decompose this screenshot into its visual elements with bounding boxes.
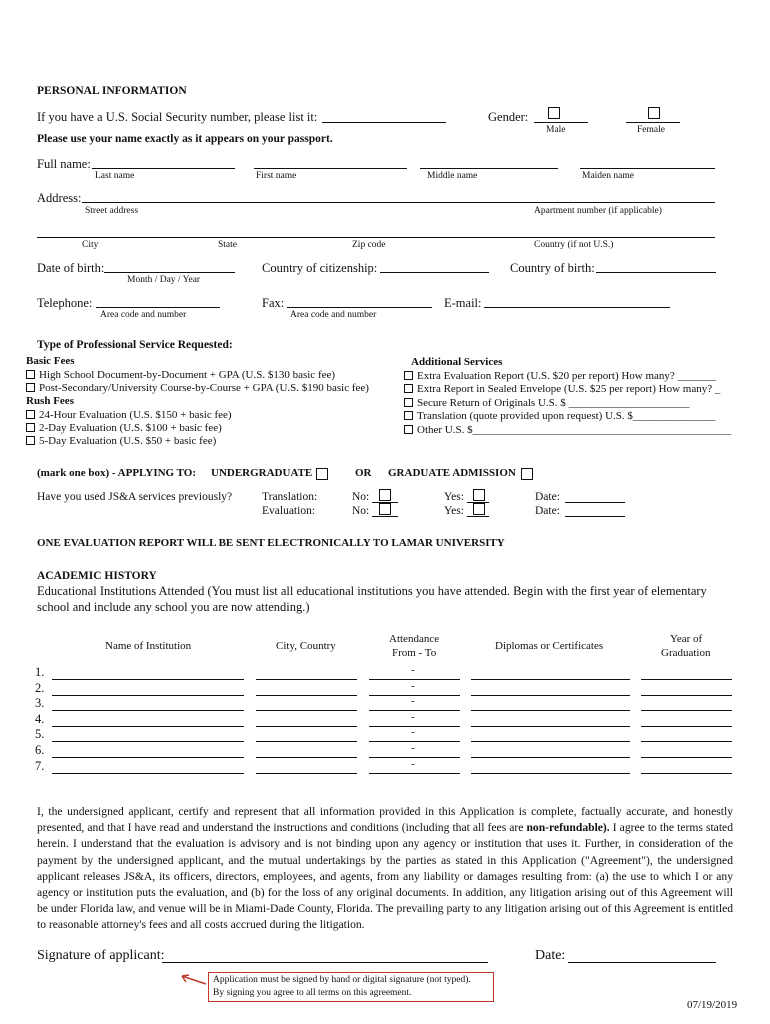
evaluation-yes-checkbox[interactable] xyxy=(473,503,485,515)
zip-caption: Zip code xyxy=(352,240,386,250)
or-label: OR xyxy=(355,467,372,479)
graduation-year-field[interactable] xyxy=(641,773,732,774)
graduate-label: GRADUATE ADMISSION xyxy=(388,467,516,479)
additional-heading: Additional Services xyxy=(411,356,503,368)
diploma-field[interactable] xyxy=(471,741,630,742)
row-number: 3. xyxy=(35,696,45,711)
rush-fee-option[interactable]: 24-Hour Evaluation (U.S. $150 + basic fee) xyxy=(26,409,232,421)
additional-option[interactable]: Other U.S. $_______________________________________________ xyxy=(404,424,731,436)
checkbox-icon[interactable] xyxy=(26,383,35,392)
city-country-field[interactable] xyxy=(256,695,357,696)
fullname-label: Full name: xyxy=(37,157,91,171)
male-caption: Male xyxy=(546,125,566,135)
email-label: E-mail: xyxy=(444,296,482,310)
col-attendance: Attendance xyxy=(389,633,440,645)
signature-date-label: Date: xyxy=(535,948,566,963)
city-country-field[interactable] xyxy=(256,741,357,742)
maiden-name-field[interactable] xyxy=(580,168,715,169)
evaluation-label: Evaluation: xyxy=(262,505,316,517)
institution-field[interactable] xyxy=(52,741,244,742)
city-country-field[interactable] xyxy=(256,773,357,774)
birth-country-field[interactable] xyxy=(596,272,716,273)
graduation-year-field[interactable] xyxy=(641,757,732,758)
col-city-country: City, Country xyxy=(276,640,336,652)
institution-field[interactable] xyxy=(52,679,244,680)
passport-note: Please use your name exactly as it appears on your passport. xyxy=(37,133,333,145)
attendance-field[interactable] xyxy=(369,773,460,774)
checkbox-icon[interactable] xyxy=(404,425,413,434)
row-number: 5. xyxy=(35,727,45,742)
footer-date: 07/19/2019 xyxy=(687,999,738,1011)
evaluation-yes-line xyxy=(467,516,489,517)
additional-option[interactable]: Secure Return of Originals U.S. $ ______________________ xyxy=(404,397,690,409)
city-country-field[interactable] xyxy=(256,679,357,680)
col-attendance-range: From - To xyxy=(392,647,437,659)
apartment-caption: Apartment number (if applicable) xyxy=(534,206,662,216)
one-report-notice: ONE EVALUATION REPORT WILL BE SENT ELECTRONICALLY TO LAMAR UNIVERSITY xyxy=(37,537,505,549)
female-checkbox[interactable] xyxy=(648,107,660,119)
diploma-field[interactable] xyxy=(471,710,630,711)
basic-fee-option[interactable]: High School Document-by-Document + GPA (U.S. $130 basic fee) xyxy=(26,369,335,381)
dob-label: Date of birth: xyxy=(37,261,105,275)
last-name-caption: Last name xyxy=(95,171,135,181)
col-year: Year of xyxy=(670,633,703,645)
additional-option[interactable]: Extra Report in Sealed Envelope (U.S. $25 per report) How many? _ xyxy=(404,383,720,395)
translation-label: Translation: xyxy=(262,491,318,503)
birth-country-label: Country of birth: xyxy=(510,261,595,275)
graduate-checkbox[interactable] xyxy=(521,468,533,480)
fax-caption: Area code and number xyxy=(290,310,377,320)
evaluation-date-label: Date: xyxy=(535,505,560,517)
citizenship-label: Country of citizenship: xyxy=(262,261,378,275)
attendance-dash: - xyxy=(411,757,415,770)
institution-field[interactable] xyxy=(52,710,244,711)
dob-field[interactable] xyxy=(104,272,235,273)
maiden-name-caption: Maiden name xyxy=(582,171,634,181)
telephone-label: Telephone: xyxy=(37,296,93,310)
female-line xyxy=(626,122,680,123)
diploma-field[interactable] xyxy=(471,726,630,727)
row-number: 4. xyxy=(35,711,45,726)
row-number: 7. xyxy=(35,758,45,773)
ssn-field[interactable] xyxy=(322,122,446,123)
translation-yes-checkbox[interactable] xyxy=(473,489,485,501)
city-country-field[interactable] xyxy=(256,757,357,758)
graduation-year-field[interactable] xyxy=(641,695,732,696)
middle-name-caption: Middle name xyxy=(427,171,478,181)
email-field[interactable] xyxy=(484,307,670,308)
attendance-dash: - xyxy=(411,726,415,739)
row-number: 6. xyxy=(35,743,45,757)
fax-label: Fax: xyxy=(262,296,285,310)
translation-no-checkbox[interactable] xyxy=(379,489,391,501)
diploma-field[interactable] xyxy=(471,757,630,758)
female-caption: Female xyxy=(637,125,665,135)
basic-fees-heading: Basic Fees xyxy=(26,355,75,367)
checkbox-icon[interactable] xyxy=(404,398,413,407)
basic-fee-option[interactable]: Post-Secondary/University Course-by-Course + GPA (U.S. $190 basic fee) xyxy=(26,382,369,394)
col-institution: Name of Institution xyxy=(105,640,192,652)
street-field[interactable] xyxy=(82,202,715,203)
citizenship-field[interactable] xyxy=(380,272,489,273)
col-diplomas: Diplomas or Certificates xyxy=(495,640,604,652)
checkbox-icon[interactable] xyxy=(404,411,413,420)
academic-instructions: school and include any school you are now attending.) xyxy=(37,600,310,614)
evaluation-date-field[interactable] xyxy=(565,516,625,517)
dob-caption: Month / Day / Year xyxy=(127,275,201,285)
rush-fee-option[interactable]: 5-Day Evaluation (U.S. $50 + basic fee) xyxy=(26,435,216,447)
attendance-dash: - xyxy=(411,695,415,708)
signature-label: Signature of applicant: xyxy=(37,948,165,963)
street-caption: Street address xyxy=(85,206,139,216)
undergraduate-label: UNDERGRADUATE xyxy=(211,467,313,479)
translation-no-label: No: xyxy=(352,491,370,503)
male-checkbox[interactable] xyxy=(548,107,560,119)
graduation-year-field[interactable] xyxy=(641,679,732,680)
first-name-caption: First name xyxy=(256,171,297,181)
translation-date-label: Date: xyxy=(535,491,560,503)
graduation-year-field[interactable] xyxy=(641,741,732,742)
col-graduation: Graduation xyxy=(661,647,711,659)
undergraduate-checkbox[interactable] xyxy=(316,468,328,480)
telephone-field[interactable] xyxy=(96,307,220,308)
academic-heading: ACADEMIC HISTORY xyxy=(37,570,157,582)
middle-name-field[interactable] xyxy=(420,168,558,169)
institution-field[interactable] xyxy=(52,695,244,696)
applying-label: (mark one box) - APPLYING TO: xyxy=(37,467,197,479)
personal-heading: PERSONAL INFORMATION xyxy=(37,85,187,97)
evaluation-yes-label: Yes: xyxy=(444,505,464,517)
checkbox-icon[interactable] xyxy=(26,410,35,419)
row-number: 2. xyxy=(35,680,45,695)
row-number: 1. xyxy=(35,665,45,679)
attendance-dash: - xyxy=(411,710,415,723)
checkbox-icon[interactable] xyxy=(404,384,413,393)
male-line xyxy=(534,122,588,123)
last-name-field[interactable] xyxy=(92,168,235,169)
address-label: Address: xyxy=(37,191,82,205)
institution-field[interactable] xyxy=(52,757,244,758)
certification-paragraph: I, the undersigned applicant, certify and represent that all information provided in this Application is complete, factually accurate, and honestly presented, and that I have read and understand the instructions and conditions (including that all fees are non-refundable). I agree to the terms stated herein. I understand that the evaluation is advisory and is not binding upon any agency or institution that uses it. Further, in consideration of the payment by the undersigned applicant, and the mutual undertakings by the parties as stated in this Application ("Agreement"), the undersigned applicant releases JS&A, its officers, directors, employees, and agents, from any liability or damages resulting from: (a) the use to which I or any agency or institution puts the evaluation, and (b) for the loss of any original documents. In addition, any litigation arising out of this Agreement will be under Florida law, and venue will be in Miami-Dade County, Florida. The prevailing party to any litigation arising out of this Agreement is entitled to reasonable attorney's fees and all costs accrued during the litigation. xyxy=(37,805,734,932)
signature-date-field[interactable] xyxy=(568,962,716,963)
arrow-icon xyxy=(178,972,208,990)
telephone-caption: Area code and number xyxy=(100,310,187,320)
previous-question: Have you used JS&A services previously? xyxy=(37,491,233,503)
diploma-field[interactable] xyxy=(471,679,630,680)
evaluation-no-label: No: xyxy=(352,505,370,517)
city-state-zip-field[interactable] xyxy=(37,237,715,238)
checkbox-icon[interactable] xyxy=(404,371,413,380)
city-country-field[interactable] xyxy=(256,726,357,727)
rush-fees-heading: Rush Fees xyxy=(26,395,74,407)
ssn-label: If you have a U.S. Social Security number, please list it: xyxy=(37,110,318,124)
attendance-dash: - xyxy=(411,679,415,692)
evaluation-no-line xyxy=(372,516,398,517)
service-heading: Type of Professional Service Requested: xyxy=(37,339,233,351)
additional-option[interactable]: Translation (quote provided upon request) U.S. $_______________ xyxy=(404,410,715,422)
graduation-year-field[interactable] xyxy=(641,710,732,711)
city-country-field[interactable] xyxy=(256,710,357,711)
institution-field[interactable] xyxy=(52,773,244,774)
rush-fee-option[interactable]: 2-Day Evaluation (U.S. $100 + basic fee) xyxy=(26,422,222,434)
country-caption: Country (if not U.S.) xyxy=(534,240,614,250)
institution-field[interactable] xyxy=(52,726,244,727)
diploma-field[interactable] xyxy=(471,773,630,774)
additional-option[interactable]: Extra Evaluation Report (U.S. $20 per report) How many? _______ xyxy=(404,370,716,382)
checkbox-icon[interactable] xyxy=(26,370,35,379)
attendance-dash: - xyxy=(411,664,415,676)
signature-field[interactable] xyxy=(162,962,488,963)
checkbox-icon[interactable] xyxy=(26,423,35,432)
signature-note: Application must be signed by hand or digital signature (not typed). By signing you agree to all terms on this agreement. xyxy=(208,972,494,1002)
translation-yes-label: Yes: xyxy=(444,491,464,503)
first-name-field[interactable] xyxy=(254,168,407,169)
gender-label: Gender: xyxy=(488,110,529,124)
fax-field[interactable] xyxy=(287,307,432,308)
attendance-dash: - xyxy=(411,742,415,754)
translation-date-field[interactable] xyxy=(565,502,625,503)
city-caption: City xyxy=(82,240,99,250)
graduation-year-field[interactable] xyxy=(641,726,732,727)
diploma-field[interactable] xyxy=(471,695,630,696)
evaluation-no-checkbox[interactable] xyxy=(379,503,391,515)
checkbox-icon[interactable] xyxy=(26,436,35,445)
academic-instructions: Educational Institutions Attended (You must list all educational institutions you have attended. Begin with the first year of elementary xyxy=(37,584,707,598)
state-caption: State xyxy=(218,240,237,250)
